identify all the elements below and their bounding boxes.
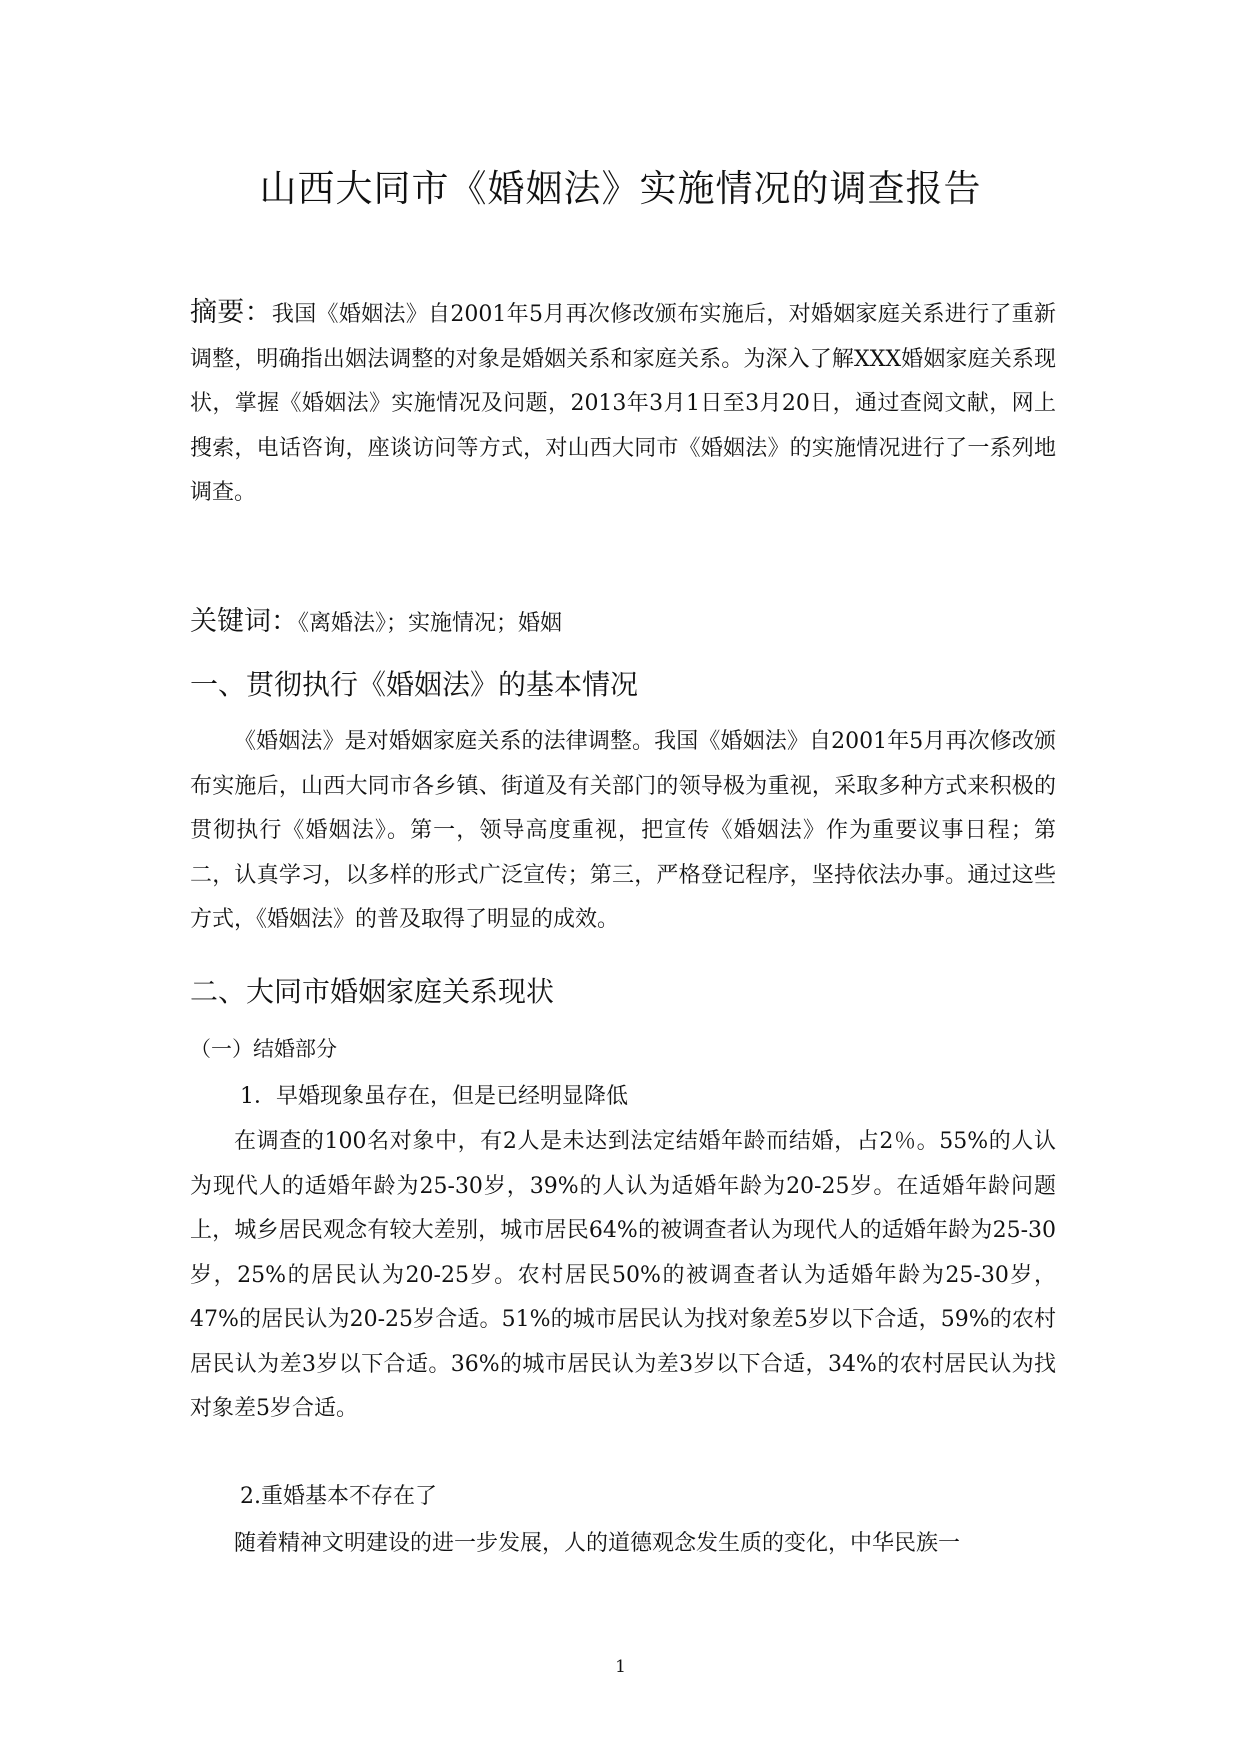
- section1-heading: 一、贯彻执行《婚姻法》的基本情况: [190, 668, 639, 701]
- item2-title: 2.重婚基本不存在了: [240, 1484, 437, 1509]
- item1-paragraph: 在调查的100名对象中，有2人是未达到法定结婚年龄而结婚，占2％。55%的人认为现代人的适婚年龄为25-30岁，39%的人认为适婚年龄为20-25岁。在适婚年龄问题上，城乡居民观念有较大差别，城市居民64%的被调查者认为现代人的适婚年龄为25-30岁，25%的居民认为20-25岁。农村居民50%的被调查者认为适婚年龄为25-30岁，47%的居民认为20-25岁合适。51%的城市居民认为找对象差5岁以下合适，59%的农村居民认为差3岁以下合适。36%的城市居民认为差3岁以下合适，34%的农村居民认为找对象差5岁合适。: [190, 1129, 1056, 1421]
- abstract-text: 我国《婚姻法》自2001年5月再次修改颁布实施后，对婚姻家庭关系进行了重新调整，明确指出姻法调整的对象是婚姻关系和家庭关系。为深入了解XXX婚姻家庭关系现状，掌握《婚姻法》实施情况及问题，2013年3月1日至3月20日，通过查阅文献，网上搜索，电话咨询，座谈访问等方式，对山西大同市《婚姻法》的实施情况进行了一系列地调查。: [190, 302, 1056, 505]
- item2-paragraph: 随着精神文明建设的进一步发展，人的道德观念发生质的变化，中华民族一: [234, 1531, 961, 1556]
- keywords-label: 关键词：: [190, 606, 298, 637]
- keywords-text: 《离婚法》；实施情况；婚姻: [298, 611, 563, 636]
- abstract-paragraph: [190, 291, 1056, 516]
- item1-title: 1．早婚现象虽存在，但是已经明显降低: [240, 1084, 628, 1109]
- page-number: 1: [615, 1657, 626, 1677]
- section2-heading: 二、大同市婚姻家庭关系现状: [190, 975, 555, 1008]
- abstract-label: 摘要：: [190, 297, 272, 328]
- section2-subheading: （一）结婚部分: [190, 1037, 337, 1061]
- document-title: 山西大同市《婚姻法》实施情况的调查报告: [259, 167, 982, 210]
- section1-paragraph: 《婚姻法》是对婚姻家庭关系的法律调整。我国《婚姻法》自2001年5月再次修改颁布实施后，山西大同市各乡镇、街道及有关部门的领导极为重视，采取多种方式来积极的贯彻执行《婚姻法》。第一，领导高度重视，把宣传《婚姻法》作为重要议事日程；第二，认真学习，以多样的形式广泛宣传；第三，严格登记程序，坚持依法办事。通过这些方式，《婚姻法》的普及取得了明显的成效。: [190, 729, 1056, 932]
- keywords-line: [190, 600, 562, 646]
